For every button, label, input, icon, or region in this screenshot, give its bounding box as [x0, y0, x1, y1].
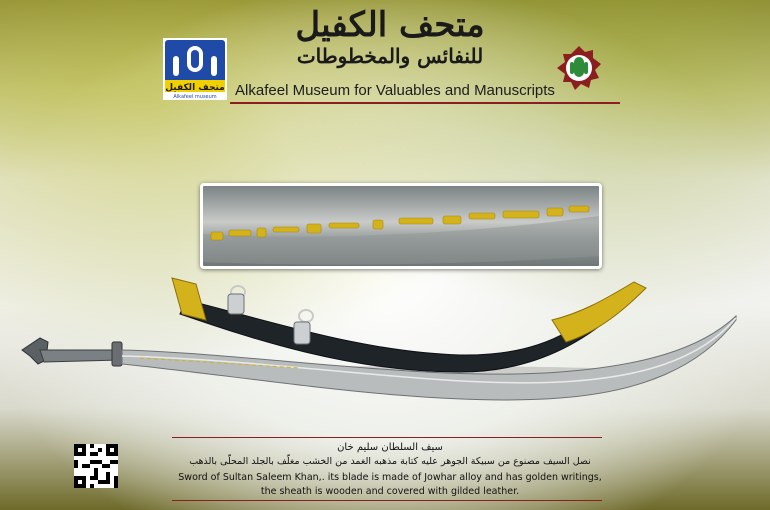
arabic-title-line2: للنفائس والمخطوطات [296, 43, 484, 68]
caption-desc-en-2: the sheath is wooden and covered with gilded leather. [260, 486, 520, 497]
caption-title-ar: سيف السلطان سليم خان [337, 442, 443, 453]
qr-code-icon[interactable] [74, 444, 118, 488]
caption-divider-bottom [172, 500, 602, 501]
arabic-title-line1: متحف الكفيل [295, 5, 485, 45]
english-title: Alkafeel Museum for Valuables and Manuscripts [235, 82, 555, 99]
svg-text:Alkafeel museum: Alkafeel museum [173, 94, 217, 100]
caption-desc-en-1: Sword of Sultan Saleem Khan,. its blade is made of Jowhar alloy and has golden writings, [178, 472, 602, 483]
caption-desc-ar: نصل السيف مصنوع من سبيكة الجوهر عليه كتابة مذهبه الغمد من الخشب مغلّف بالجلد المحلّى بالذهب [189, 456, 591, 467]
svg-text:بسم الله الرحمن الرحيم نصر من: بسم الله الرحمن الرحيم نصر من الله وفتح قريب [392, 200, 414, 201]
caption-divider-top [172, 437, 602, 438]
svg-text:متحف الكفيل: متحف الكفيل [165, 83, 225, 93]
